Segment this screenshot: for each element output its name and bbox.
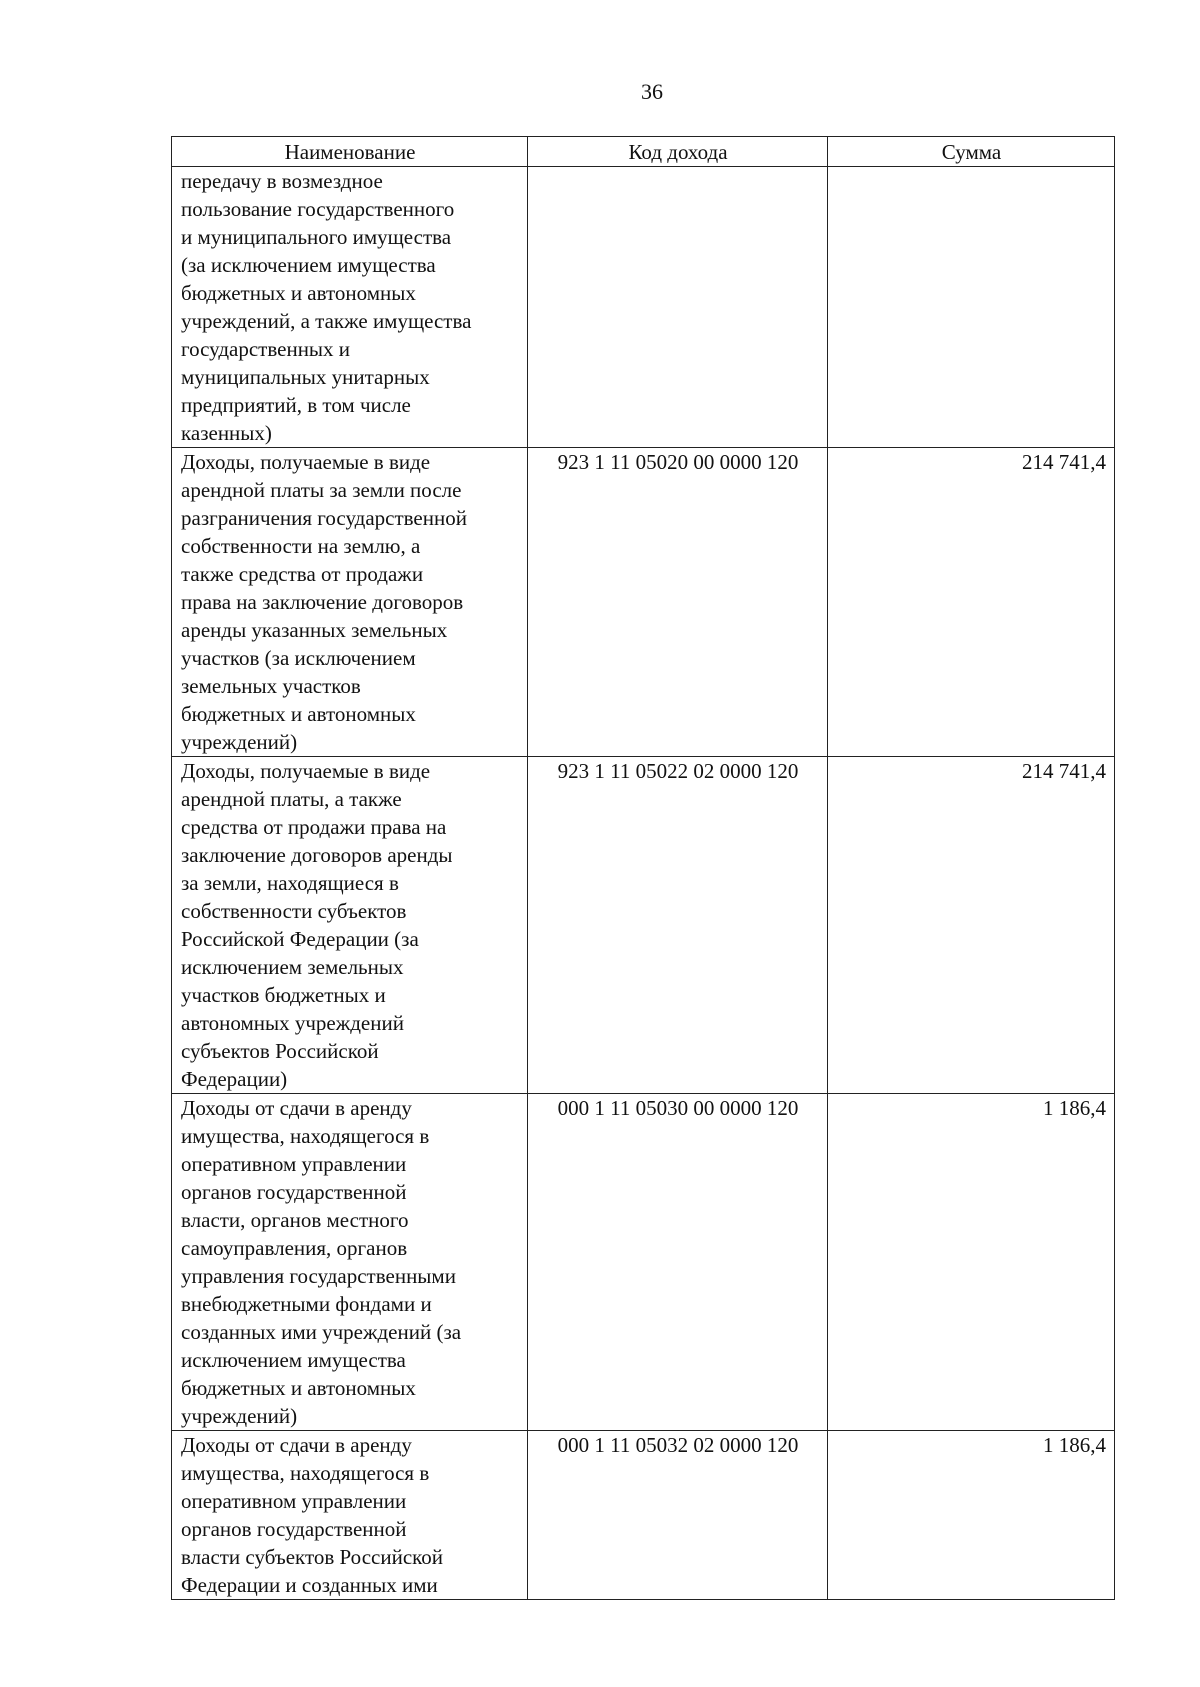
table-row — [172, 167, 1115, 448]
row-sum: 1 186,4 — [828, 1431, 1115, 1600]
row-code: 000 1 11 05030 00 0000 120 — [528, 1094, 828, 1431]
table-header-row — [172, 137, 1115, 167]
row-sum: 1 186,4 — [828, 1094, 1115, 1431]
row-name: передачу в возмездное пользование государственного и муниципального имущества (за исключением имущества бюджетных и автономных учреждений, а также имущества государственных и муниципальных унитарных предприятий, в том числе казенных) — [172, 167, 528, 448]
header-name: Наименование — [172, 137, 528, 167]
row-name: Доходы от сдачи в аренду имущества, находящегося в оперативном управлении органов государственной власти субъектов Российской Федерации и созданных ими — [172, 1431, 528, 1600]
row-name: Доходы от сдачи в аренду имущества, находящегося в оперативном управлении органов государственной власти, органов местного самоуправления, органов управления государственными внебюджетными фондами и созданных ими учреждений (за исключением имущества бюджетных и автономных учреждений) — [172, 1094, 528, 1431]
row-code — [528, 167, 828, 448]
row-name: Доходы, получаемые в виде арендной платы за земли после разграничения государственной собственности на землю, а также средства от продажи права на заключение договоров аренды указанных земельных участков (за исключением земельных участков бюджетных и автономных учреждений) — [172, 448, 528, 757]
table-row — [172, 448, 1115, 757]
page-number: 36 — [641, 79, 663, 104]
table-row — [172, 757, 1115, 1094]
row-name: Доходы, получаемые в виде арендной платы, а также средства от продажи права на заключение договоров аренды за земли, находящиеся в собственности субъектов Российской Федерации (за исключением земельных участков бюджетных и автономных учреждений субъектов Российской Федерации) — [172, 757, 528, 1094]
row-code: 923 1 11 05020 00 0000 120 — [528, 448, 828, 757]
row-code: 923 1 11 05022 02 0000 120 — [528, 757, 828, 1094]
row-code: 000 1 11 05032 02 0000 120 — [528, 1431, 828, 1600]
income-table — [171, 136, 1115, 1600]
row-sum: 214 741,4 — [828, 757, 1115, 1094]
table-row — [172, 1094, 1115, 1431]
row-sum: 214 741,4 — [828, 448, 1115, 757]
header-code: Код дохода — [528, 137, 828, 167]
row-sum — [828, 167, 1115, 448]
table-row — [172, 1431, 1115, 1600]
header-sum: Сумма — [828, 137, 1115, 167]
